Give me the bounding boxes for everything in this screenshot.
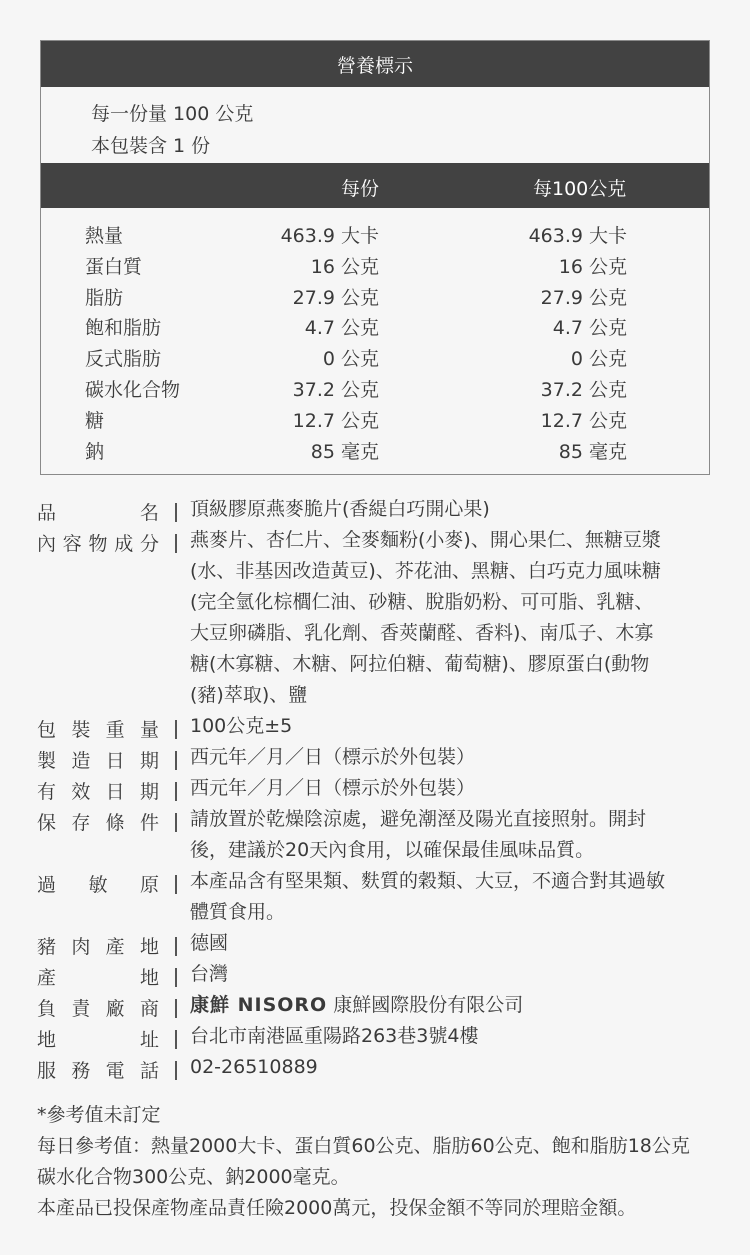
weight-value: 100公克±5 xyxy=(190,715,293,737)
per-100g-value: 85 毫克 xyxy=(558,440,627,463)
maker-logo: 康鮮 NISORO xyxy=(190,994,328,1016)
nutrition-row xyxy=(41,221,709,252)
exp-value: 西元年／月／日（標示於外包裝） xyxy=(190,777,476,799)
value-line: (豬)萃取)、鹽 xyxy=(190,684,308,706)
nutrition-facts-table xyxy=(40,40,710,475)
per-100g-value: 12.7 公克 xyxy=(540,409,627,432)
nutrition-row xyxy=(41,252,709,283)
nutrition-column-header xyxy=(41,163,709,208)
separator xyxy=(175,1061,177,1080)
separator xyxy=(175,875,177,894)
value-line: 大豆卵磷脂、乳化劑、香莢蘭醛、香料)、南瓜子、木寡 xyxy=(190,622,654,644)
pork-label: 豬 肉 產 地 xyxy=(37,936,159,958)
serving-size: 每一份量 100 公克 xyxy=(91,103,254,125)
maker-name: 康鮮國際股份有限公司 xyxy=(333,994,524,1016)
per-100g-value: 0 公克 xyxy=(570,348,627,371)
col-per-serving: 每份 xyxy=(341,178,380,200)
product-value: 頂級膠原燕麥脆片(香緹白巧開心果) xyxy=(190,498,490,520)
storage-value xyxy=(190,804,712,866)
daily-reference-line-2: 碳水化合物300公克、鈉2000毫克。 xyxy=(37,1166,350,1188)
phone-label: 服 務 電 話 xyxy=(37,1060,159,1082)
nutrient-name: 蛋白質 xyxy=(85,255,143,278)
value-line: 後，建議於20天內食用，以確保最佳風味品質。 xyxy=(190,839,595,861)
servings-per-pack: 本包裝含 1 份 xyxy=(91,135,211,157)
allergen-label: 過 敏 原 xyxy=(37,874,159,896)
separator xyxy=(175,534,177,553)
phone-value: 02-26510889 xyxy=(190,1056,318,1078)
per-serving-value: 0 公克 xyxy=(322,348,379,371)
reference-note: *參考值未訂定 xyxy=(37,1104,161,1126)
storage-label: 保 存 條 件 xyxy=(37,812,159,834)
nutrition-title: 營養標示 xyxy=(41,41,709,87)
separator xyxy=(175,937,177,956)
per-100g-value: 37.2 公克 xyxy=(540,379,627,401)
maker-label: 負 責 廠 商 xyxy=(37,998,159,1020)
ingredients-value xyxy=(190,525,712,711)
product-label: 品 名 xyxy=(37,502,159,524)
nutrient-name: 飽和脂肪 xyxy=(85,317,162,340)
daily-reference-line-1: 每日參考值：熱量2000大卡、蛋白質60公克、脂肪60公克、飽和脂肪18公克 xyxy=(37,1135,690,1157)
separator xyxy=(175,751,177,770)
mfg-label: 製 造 日 期 xyxy=(37,750,159,772)
maker-value xyxy=(190,990,712,1021)
per-serving-value: 463.9 大卡 xyxy=(280,225,379,247)
pork-value: 德國 xyxy=(190,932,229,954)
separator xyxy=(175,782,177,801)
nutrition-row xyxy=(41,283,709,314)
per-serving-value: 12.7 公克 xyxy=(292,409,379,432)
per-serving-value: 27.9 公克 xyxy=(292,286,379,309)
value-line: 體質食用。 xyxy=(190,901,286,923)
address-value: 台北市南港區重陽路263巷3號4樓 xyxy=(190,1025,479,1047)
value-line: 請放置於乾燥陰涼處，避免潮溼及陽光直接照射。開封 xyxy=(190,808,647,830)
separator xyxy=(175,813,177,832)
per-100g-value: 4.7 公克 xyxy=(552,317,627,340)
nutrient-name: 鈉 xyxy=(85,440,105,463)
per-serving-value: 37.2 公克 xyxy=(292,379,379,401)
nutrient-name: 糖 xyxy=(85,409,105,432)
insurance-note: 本產品已投保產物產品責任險2000萬元，投保金額不等同於理賠金額。 xyxy=(37,1197,637,1219)
per-100g-value: 27.9 公克 xyxy=(540,286,627,309)
origin-label: 產 地 xyxy=(37,967,159,989)
separator xyxy=(175,999,177,1018)
separator xyxy=(175,968,177,987)
allergen-value xyxy=(190,866,712,928)
nutrient-name: 反式脂肪 xyxy=(85,348,162,371)
mfg-value: 西元年／月／日（標示於外包裝） xyxy=(190,746,476,768)
per-serving-value: 85 毫克 xyxy=(310,440,379,463)
separator xyxy=(175,1030,177,1049)
exp-label: 有 效 日 期 xyxy=(37,781,159,803)
per-serving-value: 16 公克 xyxy=(310,255,379,278)
ingredients-label: 內 容 物 成 分 xyxy=(37,533,159,555)
address-label: 地 址 xyxy=(37,1029,159,1051)
weight-label: 包 裝 重 量 xyxy=(37,719,159,741)
nutrition-row xyxy=(41,437,709,468)
per-100g-value: 16 公克 xyxy=(558,255,627,278)
value-line: (水、非基因改造黃豆)、芥花油、黑糖、白巧克力風味糖 xyxy=(190,560,661,582)
value-line: 本產品含有堅果類、麩質的穀類、大豆，不適合對其過敏 xyxy=(190,870,666,892)
nutrition-row xyxy=(41,375,709,406)
value-line: 燕麥片、杏仁片、全麥麵粉(小麥)、開心果仁、無糖豆漿 xyxy=(190,529,661,551)
per-serving-value: 4.7 公克 xyxy=(304,317,379,340)
value-line: (完全氫化棕櫚仁油、砂糖、脫脂奶粉、可可脂、乳糖、 xyxy=(190,591,654,613)
nutrition-row xyxy=(41,344,709,375)
nutrient-name: 熱量 xyxy=(85,225,124,247)
nutrient-name: 脂肪 xyxy=(85,286,124,309)
separator xyxy=(175,720,177,739)
nutrition-row xyxy=(41,313,709,344)
nutrition-row xyxy=(41,406,709,437)
separator xyxy=(175,503,177,522)
origin-value: 台灣 xyxy=(190,963,229,985)
per-100g-value: 463.9 大卡 xyxy=(528,225,627,247)
footnotes xyxy=(37,1100,690,1224)
value-line: 糖(木寡糖、木糖、阿拉伯糖、葡萄糖)、膠原蛋白(動物 xyxy=(190,653,650,675)
col-per-100g: 每100公克 xyxy=(533,178,627,200)
nutrient-name: 碳水化合物 xyxy=(85,379,181,401)
